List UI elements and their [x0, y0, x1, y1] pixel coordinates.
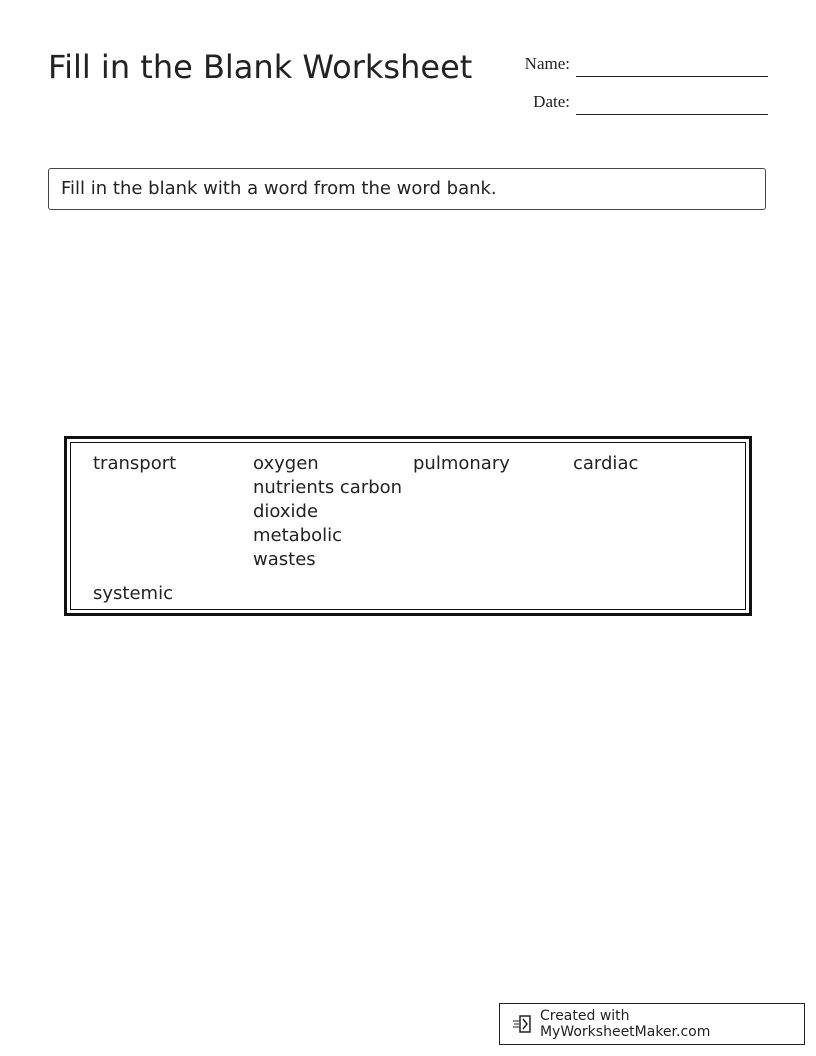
- footer-text: Created with MyWorksheetMaker.com: [539, 1008, 711, 1040]
- instructions-box: [48, 168, 766, 210]
- word-bank: [64, 436, 752, 616]
- date-line: [576, 114, 768, 115]
- name-line: [576, 76, 768, 77]
- word-bank-item: transport: [93, 453, 177, 474]
- date-label: Date:: [533, 92, 570, 111]
- word-bank-item: oxygen nutrients carbon dioxide metabolic wastes: [253, 453, 403, 570]
- name-label: Name:: [524, 54, 570, 73]
- worksheet-maker-logo-icon: [512, 1014, 532, 1034]
- footer-badge[interactable]: [499, 1003, 805, 1045]
- page-title: Fill in the Blank Worksheet: [48, 48, 473, 86]
- word-bank-item: systemic: [93, 583, 173, 604]
- word-bank-item: cardiac: [573, 453, 639, 474]
- instructions-text: Fill in the blank with a word from the word bank.: [61, 178, 497, 199]
- word-bank-item: pulmonary: [413, 453, 510, 474]
